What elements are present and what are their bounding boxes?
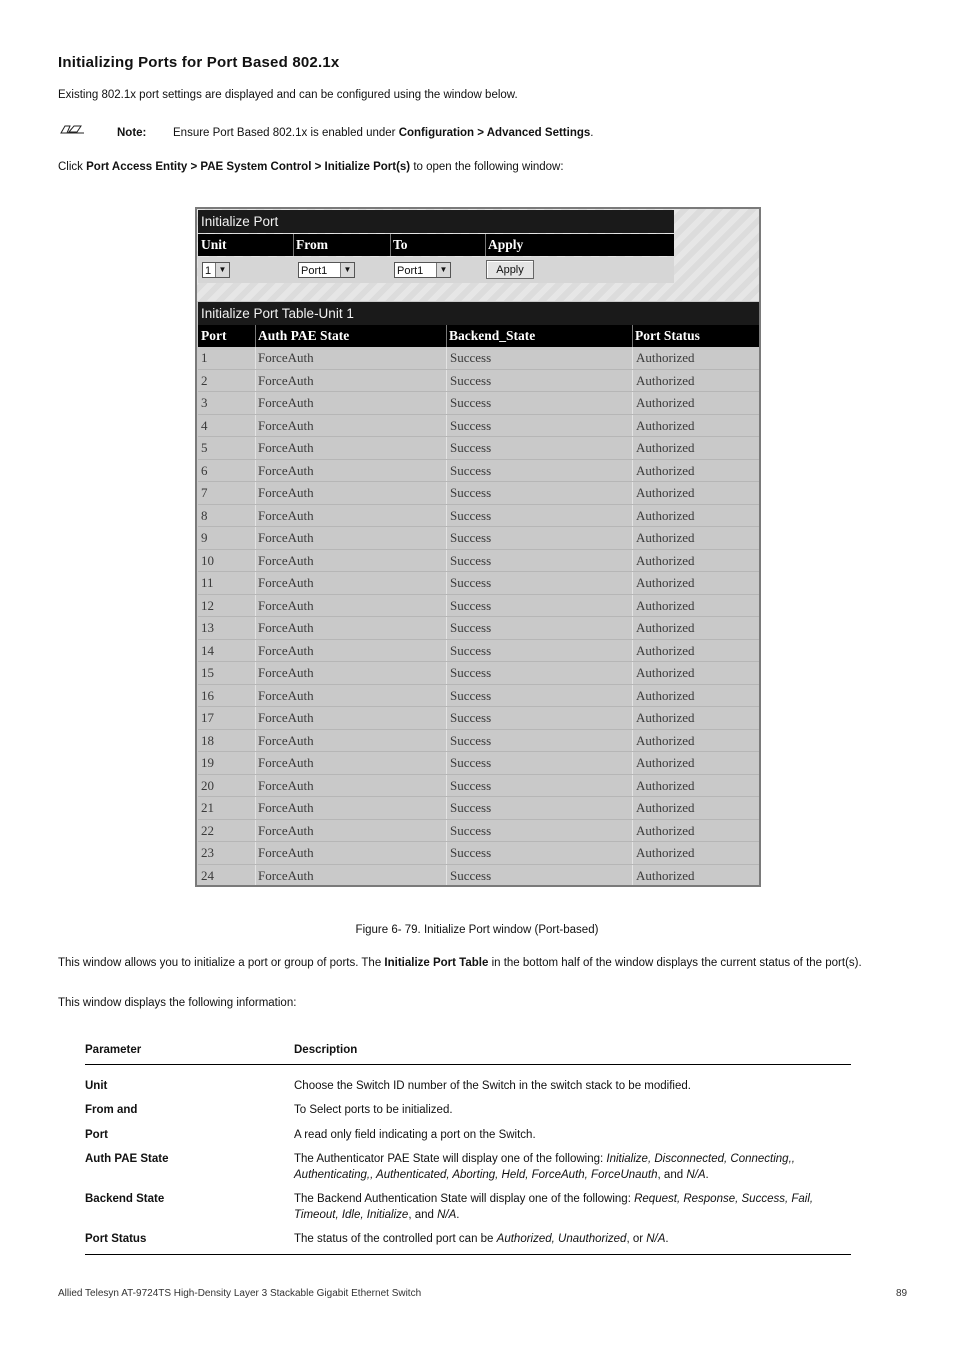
table-row (198, 617, 760, 640)
port-cell: 15 (201, 665, 214, 680)
table-header-row (198, 325, 760, 347)
table-row (198, 370, 760, 393)
port-cell: 17 (201, 710, 214, 725)
desc-values: Authorized, Unauthorized (496, 1233, 627, 1245)
table-row (198, 527, 760, 550)
column-divider (255, 820, 256, 842)
param-desc (294, 1231, 851, 1247)
column-divider (446, 482, 447, 504)
backend-state-cell: Success (450, 552, 492, 568)
column-divider (632, 392, 633, 414)
column-divider (632, 460, 633, 482)
param-desc (294, 1191, 851, 1223)
column-divider (446, 460, 447, 482)
desc-values: Initialize, Disconnected, Connecting,, Authenticating,, Authenticated, Aborting, Held, ForceAuth, ForceUnauth (294, 1153, 795, 1181)
backend-state-cell: Success (450, 395, 492, 410)
auth-pae-state-cell: ForceAuth (258, 530, 314, 545)
col-apply: Apply (488, 237, 524, 252)
table-row (198, 707, 760, 730)
param-row-port-status (85, 1231, 851, 1255)
column-divider (255, 347, 256, 369)
param-key: Port (85, 1129, 108, 1141)
column-divider (446, 617, 447, 639)
desc-part: . (705, 1169, 709, 1181)
column-divider (632, 415, 633, 437)
desc-part: The Backend Authentication State will display one of the following: (294, 1193, 635, 1205)
column-divider (446, 685, 447, 707)
col-unit: Unit (201, 237, 227, 252)
port-cell: 24 (201, 867, 214, 883)
initialize-port-window (195, 207, 761, 887)
column-divider (446, 730, 447, 752)
click-menu-path: Port Access Entity > PAE System Control > Initialize Port(s) (86, 161, 411, 173)
backend-state-cell: Success (450, 530, 492, 545)
col-backend-state: Backend_State (449, 328, 536, 343)
column-divider (632, 527, 633, 549)
table-row (198, 505, 760, 528)
auth-pae-state-cell: ForceAuth (258, 485, 314, 500)
port-cell: 7 (201, 485, 208, 500)
parameter-table-header (85, 1040, 851, 1065)
column-divider (255, 797, 256, 819)
port-cell: 23 (201, 845, 214, 860)
control-row (198, 257, 674, 283)
column-divider (632, 685, 633, 707)
auth-pae-state-cell: ForceAuth (258, 800, 314, 815)
column-divider (632, 797, 633, 819)
backend-state-cell: Success (450, 665, 492, 680)
unit-select[interactable] (202, 262, 230, 278)
table-title: Initialize Port Table-Unit 1 (198, 302, 760, 325)
column-divider (632, 437, 633, 459)
port-status-cell: Authorized (636, 507, 695, 523)
port-status-cell: Authorized (636, 642, 695, 658)
column-divider (446, 842, 447, 864)
port-status-cell: Authorized (636, 710, 695, 725)
port-cell: 13 (201, 620, 214, 635)
table-row (198, 550, 760, 573)
column-divider (446, 707, 447, 729)
port-status-cell: Authorized (636, 800, 695, 815)
header-description: Description (294, 1044, 358, 1056)
table-row (198, 572, 760, 595)
from-port-select[interactable] (298, 262, 355, 278)
param-key: Auth PAE State (85, 1153, 169, 1165)
port-cell: 1 (201, 350, 208, 365)
auth-pae-state-cell: ForceAuth (258, 597, 314, 613)
click-instruction (58, 159, 564, 175)
desc-part: , and (408, 1209, 438, 1221)
port-cell: 19 (201, 755, 214, 770)
column-divider (446, 595, 447, 617)
note-text-after: . (590, 127, 594, 139)
parameter-table (85, 1040, 851, 1255)
param-row-port (85, 1127, 851, 1143)
table-row (198, 415, 760, 438)
column-divider (255, 437, 256, 459)
footer-title: Allied Telesyn AT-9724TS High-Density Layer 3 Stackable Gigabit Ethernet Switch (58, 1288, 422, 1299)
figure-caption: Figure 6- 79. Initialize Port window (Port-based) (355, 924, 599, 936)
column-divider (632, 370, 633, 392)
backend-state-cell: Success (450, 867, 492, 883)
auth-pae-state-cell: ForceAuth (258, 777, 314, 793)
column-divider (255, 392, 256, 414)
column-divider (255, 707, 256, 729)
auth-pae-state-cell: ForceAuth (258, 417, 314, 433)
port-status-cell: Authorized (636, 485, 695, 500)
desc-values: Request, Response, Success, Fail, Timeout, Idle, Initialize (294, 1193, 814, 1221)
click-prefix: Click (58, 161, 87, 173)
col-to: To (393, 237, 408, 252)
port-cell: 10 (201, 552, 214, 568)
column-divider (255, 730, 256, 752)
port-cell: 6 (201, 462, 208, 478)
column-divider (446, 775, 447, 797)
to-port-select[interactable] (394, 262, 451, 278)
to-select-value: Port1 (397, 265, 424, 277)
click-suffix: to open the following window: (410, 161, 564, 173)
param-desc: To Select ports to be initialized. (294, 1104, 453, 1116)
backend-state-cell: Success (450, 462, 492, 478)
desc-part: , and (657, 1169, 687, 1181)
table-row (198, 460, 760, 483)
column-divider (632, 595, 633, 617)
column-divider (632, 572, 633, 594)
column-divider (255, 572, 256, 594)
apply-button[interactable]: Apply (486, 260, 534, 279)
auth-pae-state-cell: ForceAuth (258, 395, 314, 410)
port-status-cell: Authorized (636, 440, 695, 455)
col-auth-pae-state: Auth PAE State (258, 328, 350, 343)
column-divider (632, 865, 633, 887)
auth-pae-state-cell: ForceAuth (258, 822, 314, 838)
backend-state-cell: Success (450, 800, 492, 815)
auth-pae-state-cell: ForceAuth (258, 755, 314, 770)
column-divider (255, 505, 256, 527)
header-parameter: Parameter (85, 1044, 142, 1056)
column-divider (446, 752, 447, 774)
column-divider (255, 482, 256, 504)
note (117, 125, 146, 141)
param-row-auth-pae-state (85, 1151, 851, 1183)
port-cell: 22 (201, 822, 214, 838)
column-divider (255, 662, 256, 684)
table-row (198, 685, 760, 708)
table-row (198, 842, 760, 865)
auth-pae-state-cell: ForceAuth (258, 665, 314, 680)
table-row (198, 865, 760, 888)
column-divider (255, 527, 256, 549)
auth-pae-state-cell: ForceAuth (258, 845, 314, 860)
column-divider (632, 662, 633, 684)
column-divider (632, 617, 633, 639)
port-cell: 9 (201, 530, 208, 545)
auth-pae-state-cell: ForceAuth (258, 552, 314, 568)
backend-state-cell: Success (450, 845, 492, 860)
column-divider (632, 842, 633, 864)
port-status-cell: Authorized (636, 732, 695, 748)
backend-state-cell: Success (450, 755, 492, 770)
info-intro: This window displays the following information: (58, 997, 297, 1009)
column-divider (632, 550, 633, 572)
port-status-cell: Authorized (636, 575, 695, 590)
column-divider (632, 347, 633, 369)
column-divider (255, 550, 256, 572)
column-divider (446, 797, 447, 819)
auth-pae-state-cell: ForceAuth (258, 507, 314, 523)
port-status-cell: Authorized (636, 620, 695, 635)
column-divider (446, 820, 447, 842)
column-divider (255, 685, 256, 707)
port-cell: 12 (201, 597, 214, 613)
table-row (198, 662, 760, 685)
window-title: Initialize Port (198, 210, 674, 233)
control-header-row (198, 234, 674, 256)
desc-part: . (456, 1209, 460, 1221)
note-icon (60, 122, 86, 140)
port-cell: 2 (201, 372, 208, 388)
column-divider (446, 662, 447, 684)
desc-values: N/A (646, 1233, 666, 1245)
desc-suffix: in the bottom half of the window displays the current status of the port(s). (488, 957, 862, 969)
param-row-from (85, 1102, 851, 1118)
from-select-value: Port1 (301, 265, 328, 277)
desc-part: , or (626, 1233, 647, 1245)
port-status-cell: Authorized (636, 395, 695, 410)
column-divider (255, 370, 256, 392)
param-desc: A read only field indicating a port on the Switch. (294, 1129, 536, 1141)
column-divider (446, 865, 447, 887)
desc-part: . (665, 1233, 669, 1245)
table-row (198, 820, 760, 843)
backend-state-cell: Success (450, 710, 492, 725)
port-cell: 4 (201, 417, 208, 433)
desc-prefix: This window allows you to initialize a port or group of ports. The (58, 957, 385, 969)
auth-pae-state-cell: ForceAuth (258, 687, 314, 703)
col-from: From (296, 237, 328, 252)
param-desc: Choose the Switch ID number of the Switch in the switch stack to be modified. (294, 1080, 691, 1092)
table-row (198, 347, 760, 370)
chevron-down-icon[interactable]: ▼ (436, 263, 450, 277)
column-divider (632, 730, 633, 752)
chevron-down-icon[interactable]: ▼ (340, 263, 354, 277)
auth-pae-state-cell: ForceAuth (258, 372, 314, 388)
unit-select-value: 1 (205, 265, 212, 277)
table-row (198, 730, 760, 753)
param-key: Unit (85, 1080, 108, 1092)
desc-part: The status of the controlled port can be (294, 1233, 497, 1245)
port-cell: 21 (201, 800, 214, 815)
column-divider (255, 842, 256, 864)
port-status-cell: Authorized (636, 552, 695, 568)
param-key: Port Status (85, 1233, 147, 1245)
backend-state-cell: Success (450, 372, 492, 388)
port-status-cell: Authorized (636, 822, 695, 838)
column-divider (446, 640, 447, 662)
backend-state-cell: Success (450, 597, 492, 613)
backend-state-cell: Success (450, 822, 492, 838)
auth-pae-state-cell: ForceAuth (258, 732, 314, 748)
intro-text: Existing 802.1x port settings are displayed and can be configured using the window below. (58, 89, 518, 101)
column-divider (632, 820, 633, 842)
desc-values: N/A (437, 1209, 457, 1221)
auth-pae-state-cell: ForceAuth (258, 642, 314, 658)
auth-pae-state-cell: ForceAuth (258, 575, 314, 590)
port-status-cell: Authorized (636, 867, 695, 883)
backend-state-cell: Success (450, 620, 492, 635)
column-divider (255, 640, 256, 662)
col-port: Port (201, 328, 227, 343)
table-row (198, 437, 760, 460)
table-row (198, 482, 760, 505)
note-text-before: Ensure Port Based 802.1x is enabled under (173, 127, 399, 139)
port-status-cell: Authorized (636, 372, 695, 388)
port-status-cell: Authorized (636, 350, 695, 365)
port-cell: 20 (201, 777, 214, 793)
param-row-unit (85, 1078, 851, 1094)
port-cell: 11 (201, 575, 214, 590)
backend-state-cell: Success (450, 777, 492, 793)
column-divider (632, 775, 633, 797)
table-row (198, 752, 760, 775)
column-divider (632, 505, 633, 527)
port-cell: 5 (201, 440, 208, 455)
port-status-cell: Authorized (636, 687, 695, 703)
chevron-down-icon[interactable]: ▼ (215, 263, 229, 277)
auth-pae-state-cell: ForceAuth (258, 350, 314, 365)
port-status-cell: Authorized (636, 777, 695, 793)
backend-state-cell: Success (450, 350, 492, 365)
note-text (173, 125, 593, 141)
backend-state-cell: Success (450, 687, 492, 703)
port-status-cell: Authorized (636, 417, 695, 433)
auth-pae-state-cell: ForceAuth (258, 867, 314, 883)
table-row (198, 640, 760, 663)
table-row (198, 595, 760, 618)
port-status-cell: Authorized (636, 845, 695, 860)
note-menu-path: Configuration > Advanced Settings (398, 127, 591, 139)
auth-pae-state-cell: ForceAuth (258, 440, 314, 455)
param-key: From and (85, 1104, 138, 1116)
port-cell: 18 (201, 732, 214, 748)
column-divider (446, 505, 447, 527)
auth-pae-state-cell: ForceAuth (258, 710, 314, 725)
auth-pae-state-cell: ForceAuth (258, 462, 314, 478)
backend-state-cell: Success (450, 485, 492, 500)
table-row (198, 392, 760, 415)
column-divider (632, 707, 633, 729)
port-cell: 3 (201, 395, 208, 410)
column-divider (446, 437, 447, 459)
page-number: 89 (896, 1288, 908, 1299)
column-divider (255, 595, 256, 617)
port-status-cell: Authorized (636, 665, 695, 680)
column-divider (446, 572, 447, 594)
column-divider (255, 460, 256, 482)
auth-pae-state-cell: ForceAuth (258, 620, 314, 635)
column-divider (446, 347, 447, 369)
description-paragraph (58, 955, 888, 971)
backend-state-cell: Success (450, 507, 492, 523)
table-row (198, 775, 760, 798)
column-divider (255, 752, 256, 774)
port-status-cell: Authorized (636, 462, 695, 478)
backend-state-cell: Success (450, 440, 492, 455)
column-divider (446, 527, 447, 549)
param-key: Backend State (85, 1193, 165, 1205)
backend-state-cell: Success (450, 575, 492, 590)
column-divider (632, 640, 633, 662)
column-divider (255, 415, 256, 437)
backend-state-cell: Success (450, 642, 492, 658)
port-status-cell: Authorized (636, 597, 695, 613)
column-divider (255, 617, 256, 639)
port-table-body (198, 347, 760, 887)
column-divider (446, 370, 447, 392)
port-cell: 8 (201, 507, 208, 523)
column-divider (632, 752, 633, 774)
port-status-cell: Authorized (636, 755, 695, 770)
note-label: Note: (117, 127, 147, 139)
column-divider (446, 392, 447, 414)
port-cell: 14 (201, 642, 214, 658)
column-divider (255, 865, 256, 887)
column-divider (255, 775, 256, 797)
backend-state-cell: Success (450, 417, 492, 433)
desc-part: The Authenticator PAE State will display one of the following: (294, 1153, 607, 1165)
column-divider (632, 482, 633, 504)
port-cell: 16 (201, 687, 214, 703)
column-divider (446, 550, 447, 572)
param-desc (294, 1151, 851, 1183)
port-status-cell: Authorized (636, 530, 695, 545)
desc-bold: Initialize Port Table (384, 957, 489, 969)
page-heading: Initializing Ports for Port Based 802.1x (58, 54, 340, 71)
desc-values: N/A (686, 1169, 706, 1181)
col-port-status: Port Status (635, 328, 700, 343)
table-row (198, 797, 760, 820)
backend-state-cell: Success (450, 732, 492, 748)
param-row-backend-state (85, 1191, 851, 1223)
column-divider (446, 415, 447, 437)
